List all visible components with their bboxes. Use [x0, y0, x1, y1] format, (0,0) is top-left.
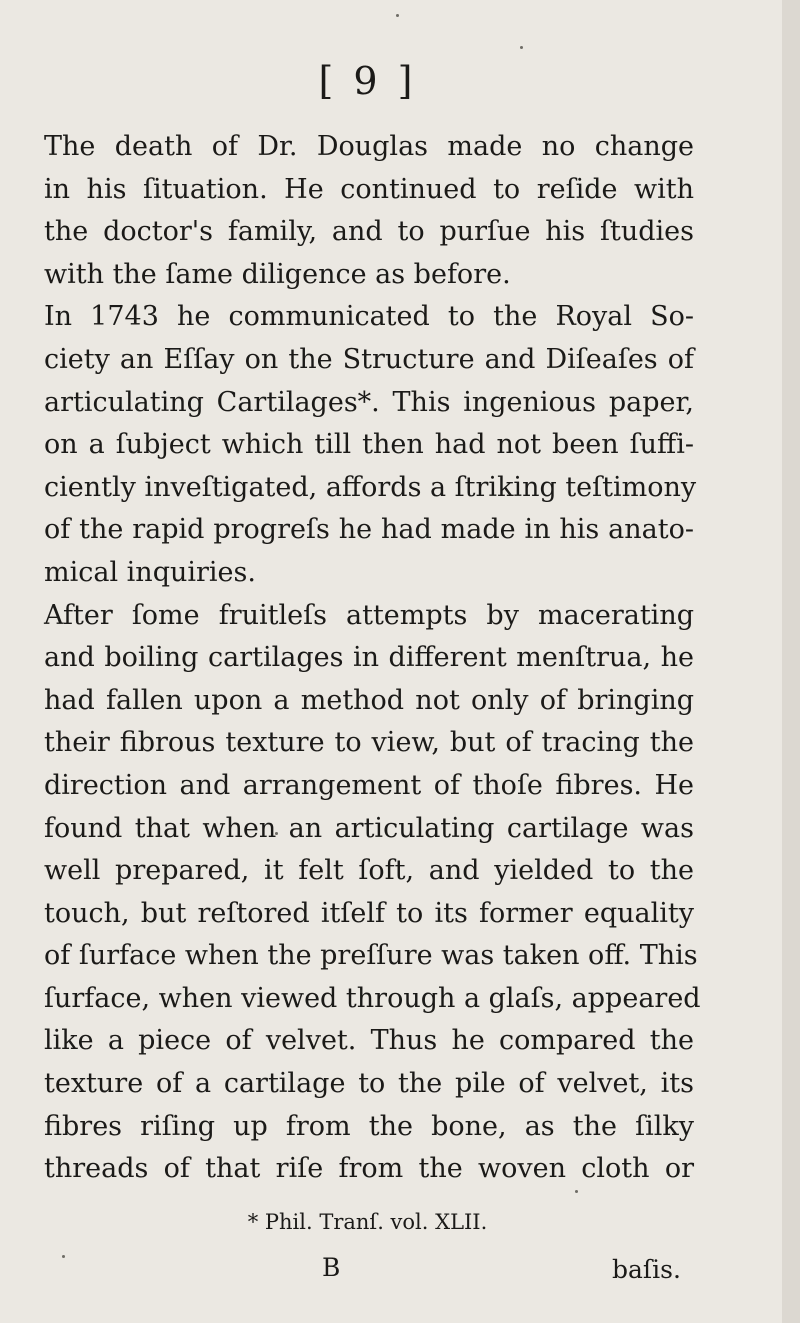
- text-line: with the ſame diligence as before.: [44, 258, 511, 290]
- text-line: ciety an Eſſay on the Structure and Diſeaſes of: [44, 343, 694, 375]
- catchword: baſis.: [612, 1255, 681, 1284]
- text-line: and boiling cartilages in different menſtrua, he: [44, 642, 694, 674]
- text-line: In 1743 he communicated to the Royal So-: [44, 301, 694, 333]
- text-line: had fallen upon a method not only of bringing: [44, 684, 694, 716]
- signature-mark: B: [322, 1253, 341, 1282]
- text-line: found that when an articulating cartilage was: [44, 812, 694, 844]
- text-line: of ſurface when the preſſure was taken off. This: [44, 940, 698, 972]
- footnote: * Phil. Tranſ. vol. XLII.: [247, 1210, 488, 1234]
- text-line: threads of that riſe from the woven cloth or: [44, 1153, 694, 1185]
- text-line: After ſome fruitleſs attempts by macerating: [44, 599, 694, 631]
- ink-speck: [396, 14, 399, 17]
- text-line: ciently inveſtigated, affords a ſtriking teſtimony: [44, 471, 697, 503]
- text-line: their fibrous texture to view, but of tracing the: [44, 727, 694, 759]
- text-line: texture of a cartilage to the pile of velvet, its: [44, 1068, 694, 1100]
- body-text: [44, 126, 701, 1191]
- page-number: [ 9 ]: [318, 59, 417, 103]
- text-line: mical inquiries.: [44, 556, 256, 588]
- ink-speck: [520, 46, 523, 49]
- text-line: touch, but reſtored itſelf to its former equality: [44, 897, 694, 929]
- text-line: The death of Dr. Douglas made no change: [44, 131, 694, 162]
- text-line: direction and arrangement of thoſe fibres. He: [44, 769, 694, 801]
- text-line: on a ſubject which till then had not been ſuffi-: [44, 429, 694, 461]
- text-line: fibres riſing up from the bone, as the ſilky: [44, 1110, 694, 1142]
- text-line: articulating Cartilages*. This ingenious paper,: [44, 386, 694, 418]
- text-line: of the rapid progreſs he had made in his anato-: [44, 514, 694, 546]
- ink-speck: [62, 1255, 65, 1258]
- text-line: in his ſituation. He continued to reſide with: [44, 173, 694, 205]
- text-line: the doctor's family, and to purſue his ſtudies: [44, 216, 694, 248]
- text-line: like a piece of velvet. Thus he compared the: [44, 1025, 694, 1057]
- text-line: ſurface, when viewed through a glaſs, appeared: [44, 982, 701, 1014]
- text-line: well prepared, it felt ſoft, and yielded to the: [44, 855, 694, 887]
- page-edge-shadow: [782, 0, 800, 1323]
